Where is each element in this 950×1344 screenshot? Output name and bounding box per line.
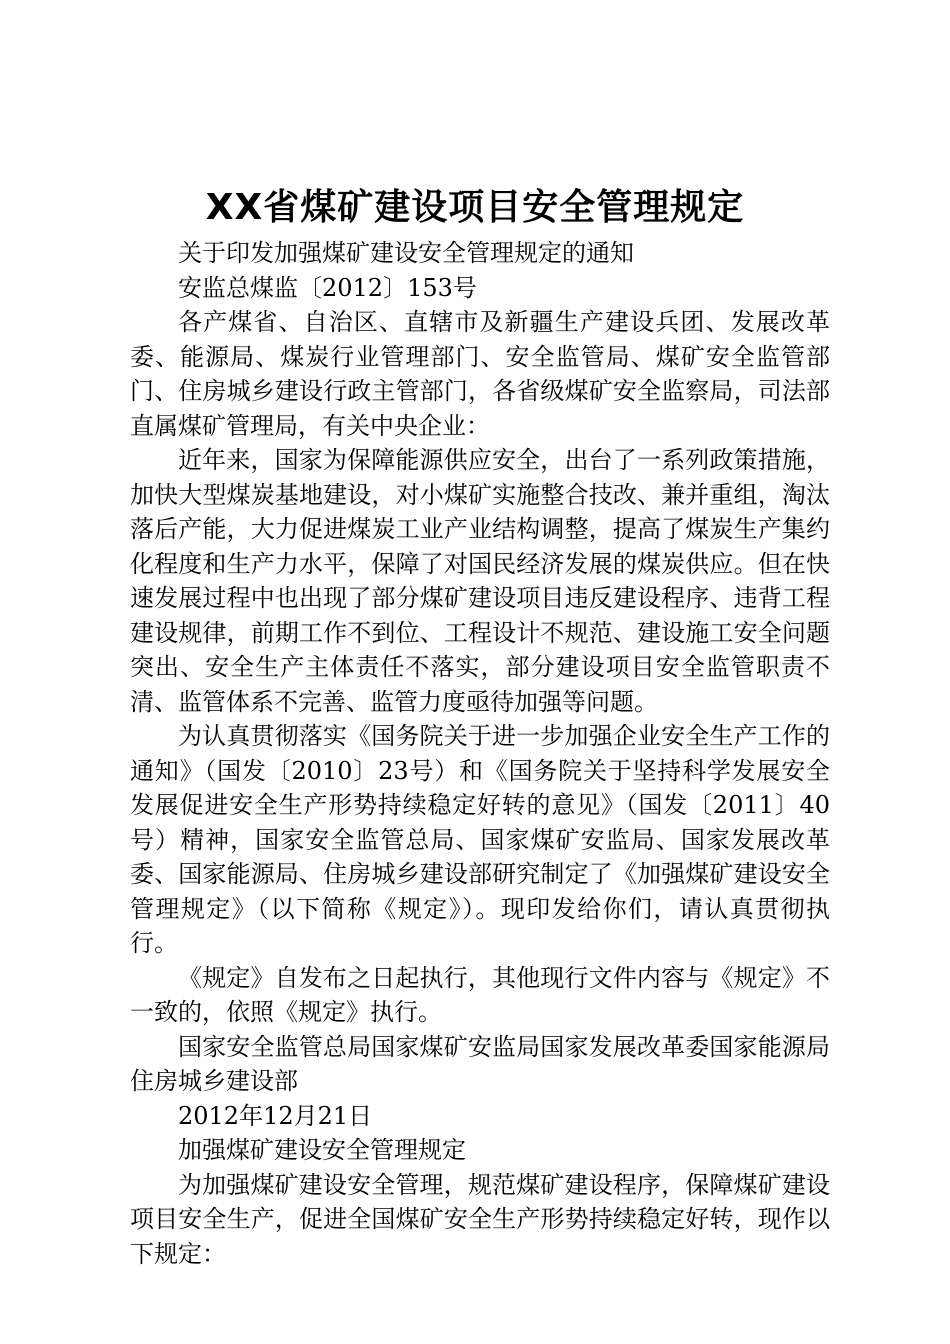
addressee-paragraph: 各产煤省、自治区、直辖市及新疆生产建设兵团、发展改革委、能源局、煤炭行业管理部门、安全监管局、煤矿安全监管部门、住房城乡建设行政主管部门，各省级煤矿安全监察局，司法部直属煤矿管理局，有关中央企业： <box>130 308 830 440</box>
document-body <box>130 236 830 1271</box>
purpose-paragraph: 为认真贯彻落实《国务院关于进一步加强企业安全生产工作的通知》（国发〔2010〕23号）和《国务院关于坚持科学发展安全发展促进安全生产形势持续稳定好转的意见》（国发〔2011〕40号）精神，国家安全监管总局、国家煤矿安监局、国家发展改革委、国家能源局、住房城乡建设部研究制定了《加强煤矿建设安全管理规定》（以下简称《规定》）。现印发给你们，请认真贯彻执行。 <box>130 722 830 957</box>
regulation-title-line: 加强煤矿建设安全管理规定 <box>178 1136 466 1164</box>
document-number-line: 安监总煤监〔2012〕153号 <box>178 273 477 302</box>
background-paragraph: 近年来，国家为保障能源供应安全，出台了一系列政策措施，加快大型煤炭基地建设，对小煤矿实施整合技改、兼并重组，淘汰落后产能，大力促进煤炭工业产业结构调整，提高了煤炭生产集约化程度和生产力水平，保障了对国民经济发展的煤炭供应。但在快速发展过程中也出现了部分煤矿建设项目违反建设程序、违背工程建设规律，前期工作不到位、工程设计不规范、建设施工安全问题突出、安全生产主体责任不落实，部分建设项目安全监管职责不清、监管体系不完善、监管力度亟待加强等问题。 <box>130 446 830 716</box>
issue-date-line: 2012年12月21日 <box>178 1101 373 1130</box>
document-title: XX省煤矿建设项目安全管理规定 <box>205 187 745 228</box>
regulation-intro-paragraph: 为加强煤矿建设安全管理，规范煤矿建设程序，保障煤矿建设项目安全生产，促进全国煤矿安全生产形势持续稳定好转，现作以下规定： <box>130 1170 830 1268</box>
issuing-agencies-line: 国家安全监管总局国家煤矿安监局国家发展改革委国家能源局住房城乡建设部 <box>130 1032 830 1095</box>
notice-title-line: 关于印发加强煤矿建设安全管理规定的通知 <box>178 239 634 267</box>
effective-date-paragraph: 《规定》自发布之日起执行，其他现行文件内容与《规定》不一致的，依照《规定》执行。 <box>130 963 830 1026</box>
